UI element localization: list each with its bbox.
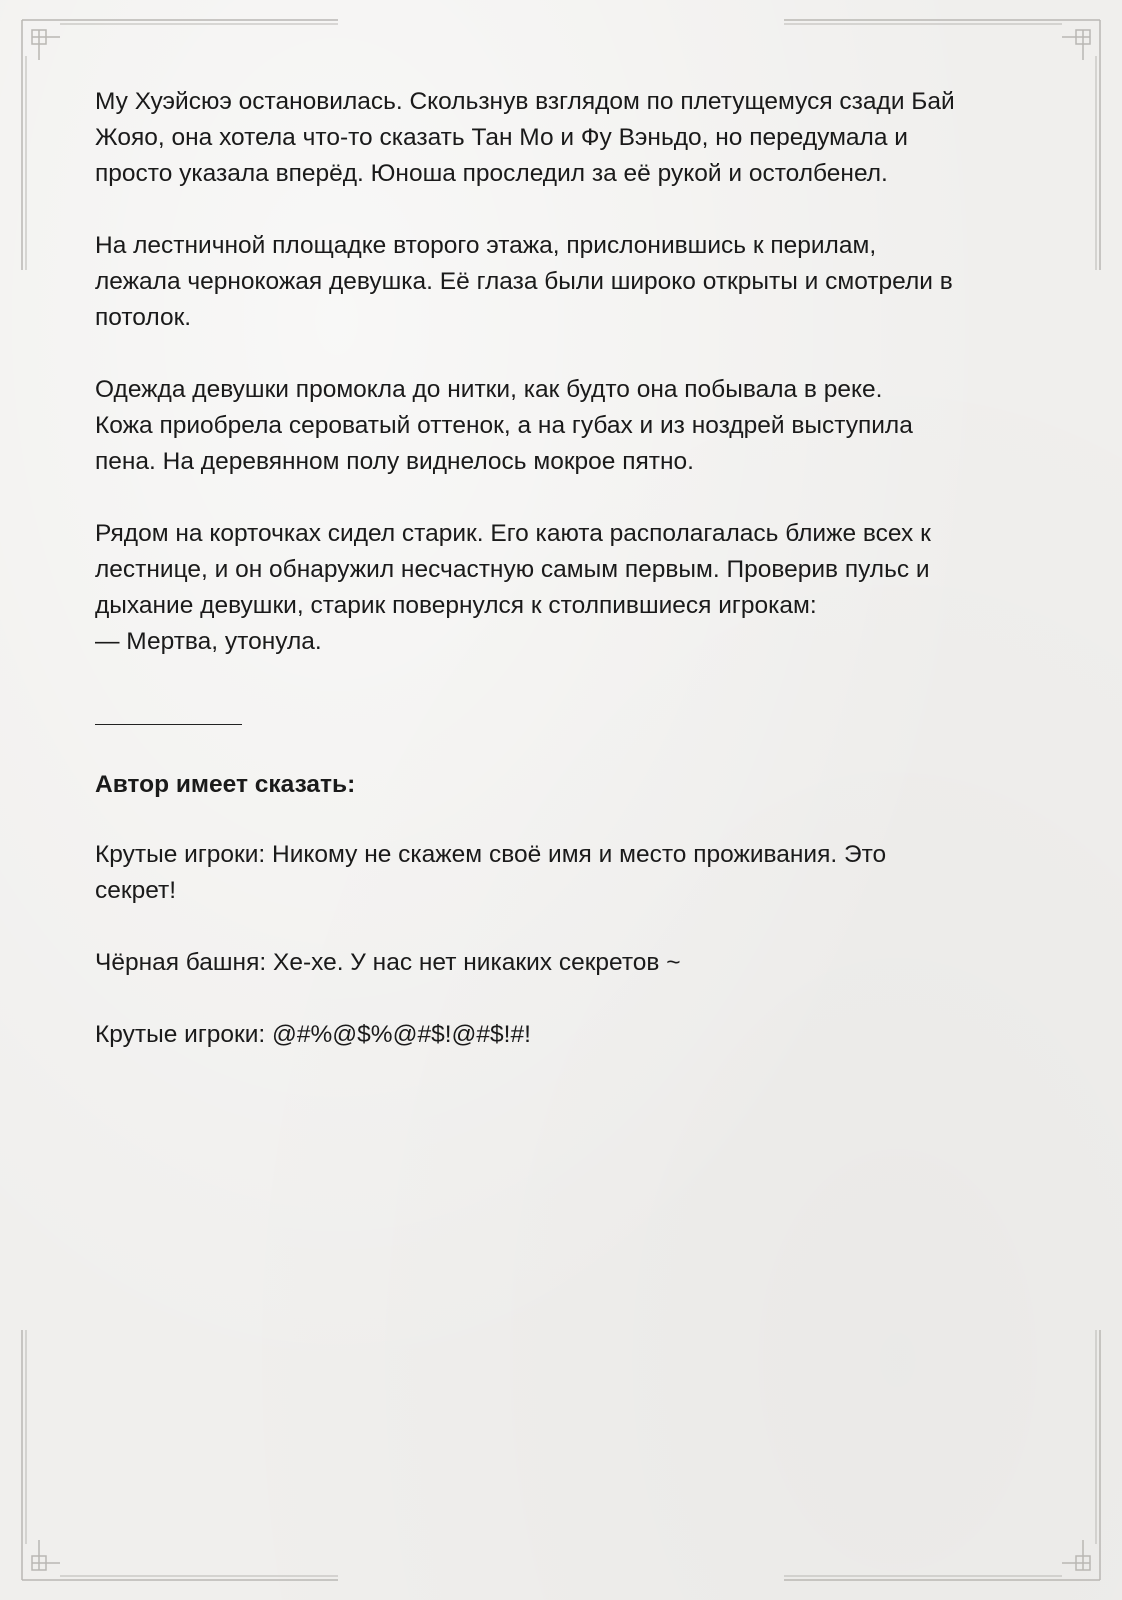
corner-ornament-bottom-right — [784, 1330, 1100, 1580]
dialogue-line: — Мертва, утонула. — [95, 628, 322, 655]
text-line: Чёрная башня: Хе-хе. У нас нет никаких секретов ~ — [95, 949, 681, 976]
text-line: Кожа приобрела сероватый оттенок, а на губах и из ноздрей выступила — [95, 412, 913, 439]
text-line: Рядом на корточках сидел старик. Его каюта располагалась ближе всех к — [95, 520, 931, 547]
text-line: Му Хуэйсюэ остановилась. Скользнув взглядом по плетущемуся сзади Бай — [95, 88, 955, 115]
text-line: На лестничной площадке второго этажа, прислонившись к перилам, — [95, 232, 877, 259]
story-paragraph-1 — [95, 84, 1035, 192]
story-paragraph-3 — [95, 372, 1035, 480]
author-note-paragraph-1 — [95, 837, 1035, 909]
text-line: Крутые игроки: @#%@$%@#$!@#$!#! — [95, 1021, 531, 1048]
text-line: пена. На деревянном полу виднелось мокрое пятно. — [95, 448, 694, 475]
story-paragraph-4 — [95, 516, 1035, 660]
corner-ornament-bottom-left — [22, 1330, 338, 1580]
text-line: лестнице, и он обнаружил несчастную самым первым. Проверив пульс и — [95, 556, 930, 583]
text-line: Крутые игроки: Никому не скажем своё имя и место проживания. Это — [95, 841, 887, 868]
text-line: секрет! — [95, 877, 177, 904]
section-divider — [95, 696, 1035, 732]
text-line: Одежда девушки промокла до нитки, как будто она побывала в реке. — [95, 376, 883, 403]
text-line: лежала чернокожая девушка. Её глаза были широко открыты и смотрели в — [95, 268, 953, 295]
document-body — [95, 84, 1035, 1089]
author-note-heading: Автор имеет сказать: — [95, 771, 356, 798]
text-line: дыхание девушки, старик повернулся к столпившиеся игрокам: — [95, 592, 817, 619]
text-line: Жояо, она хотела что-то сказать Тан Мо и Фу Вэньдо, но передумала и — [95, 124, 908, 151]
author-note-paragraph-2 — [95, 945, 1035, 981]
story-paragraph-2 — [95, 228, 1035, 336]
text-line: потолок. — [95, 304, 192, 331]
text-line: просто указала вперёд. Юноша проследил за её рукой и остолбенел. — [95, 160, 888, 187]
author-note-paragraph-3 — [95, 1017, 1035, 1053]
